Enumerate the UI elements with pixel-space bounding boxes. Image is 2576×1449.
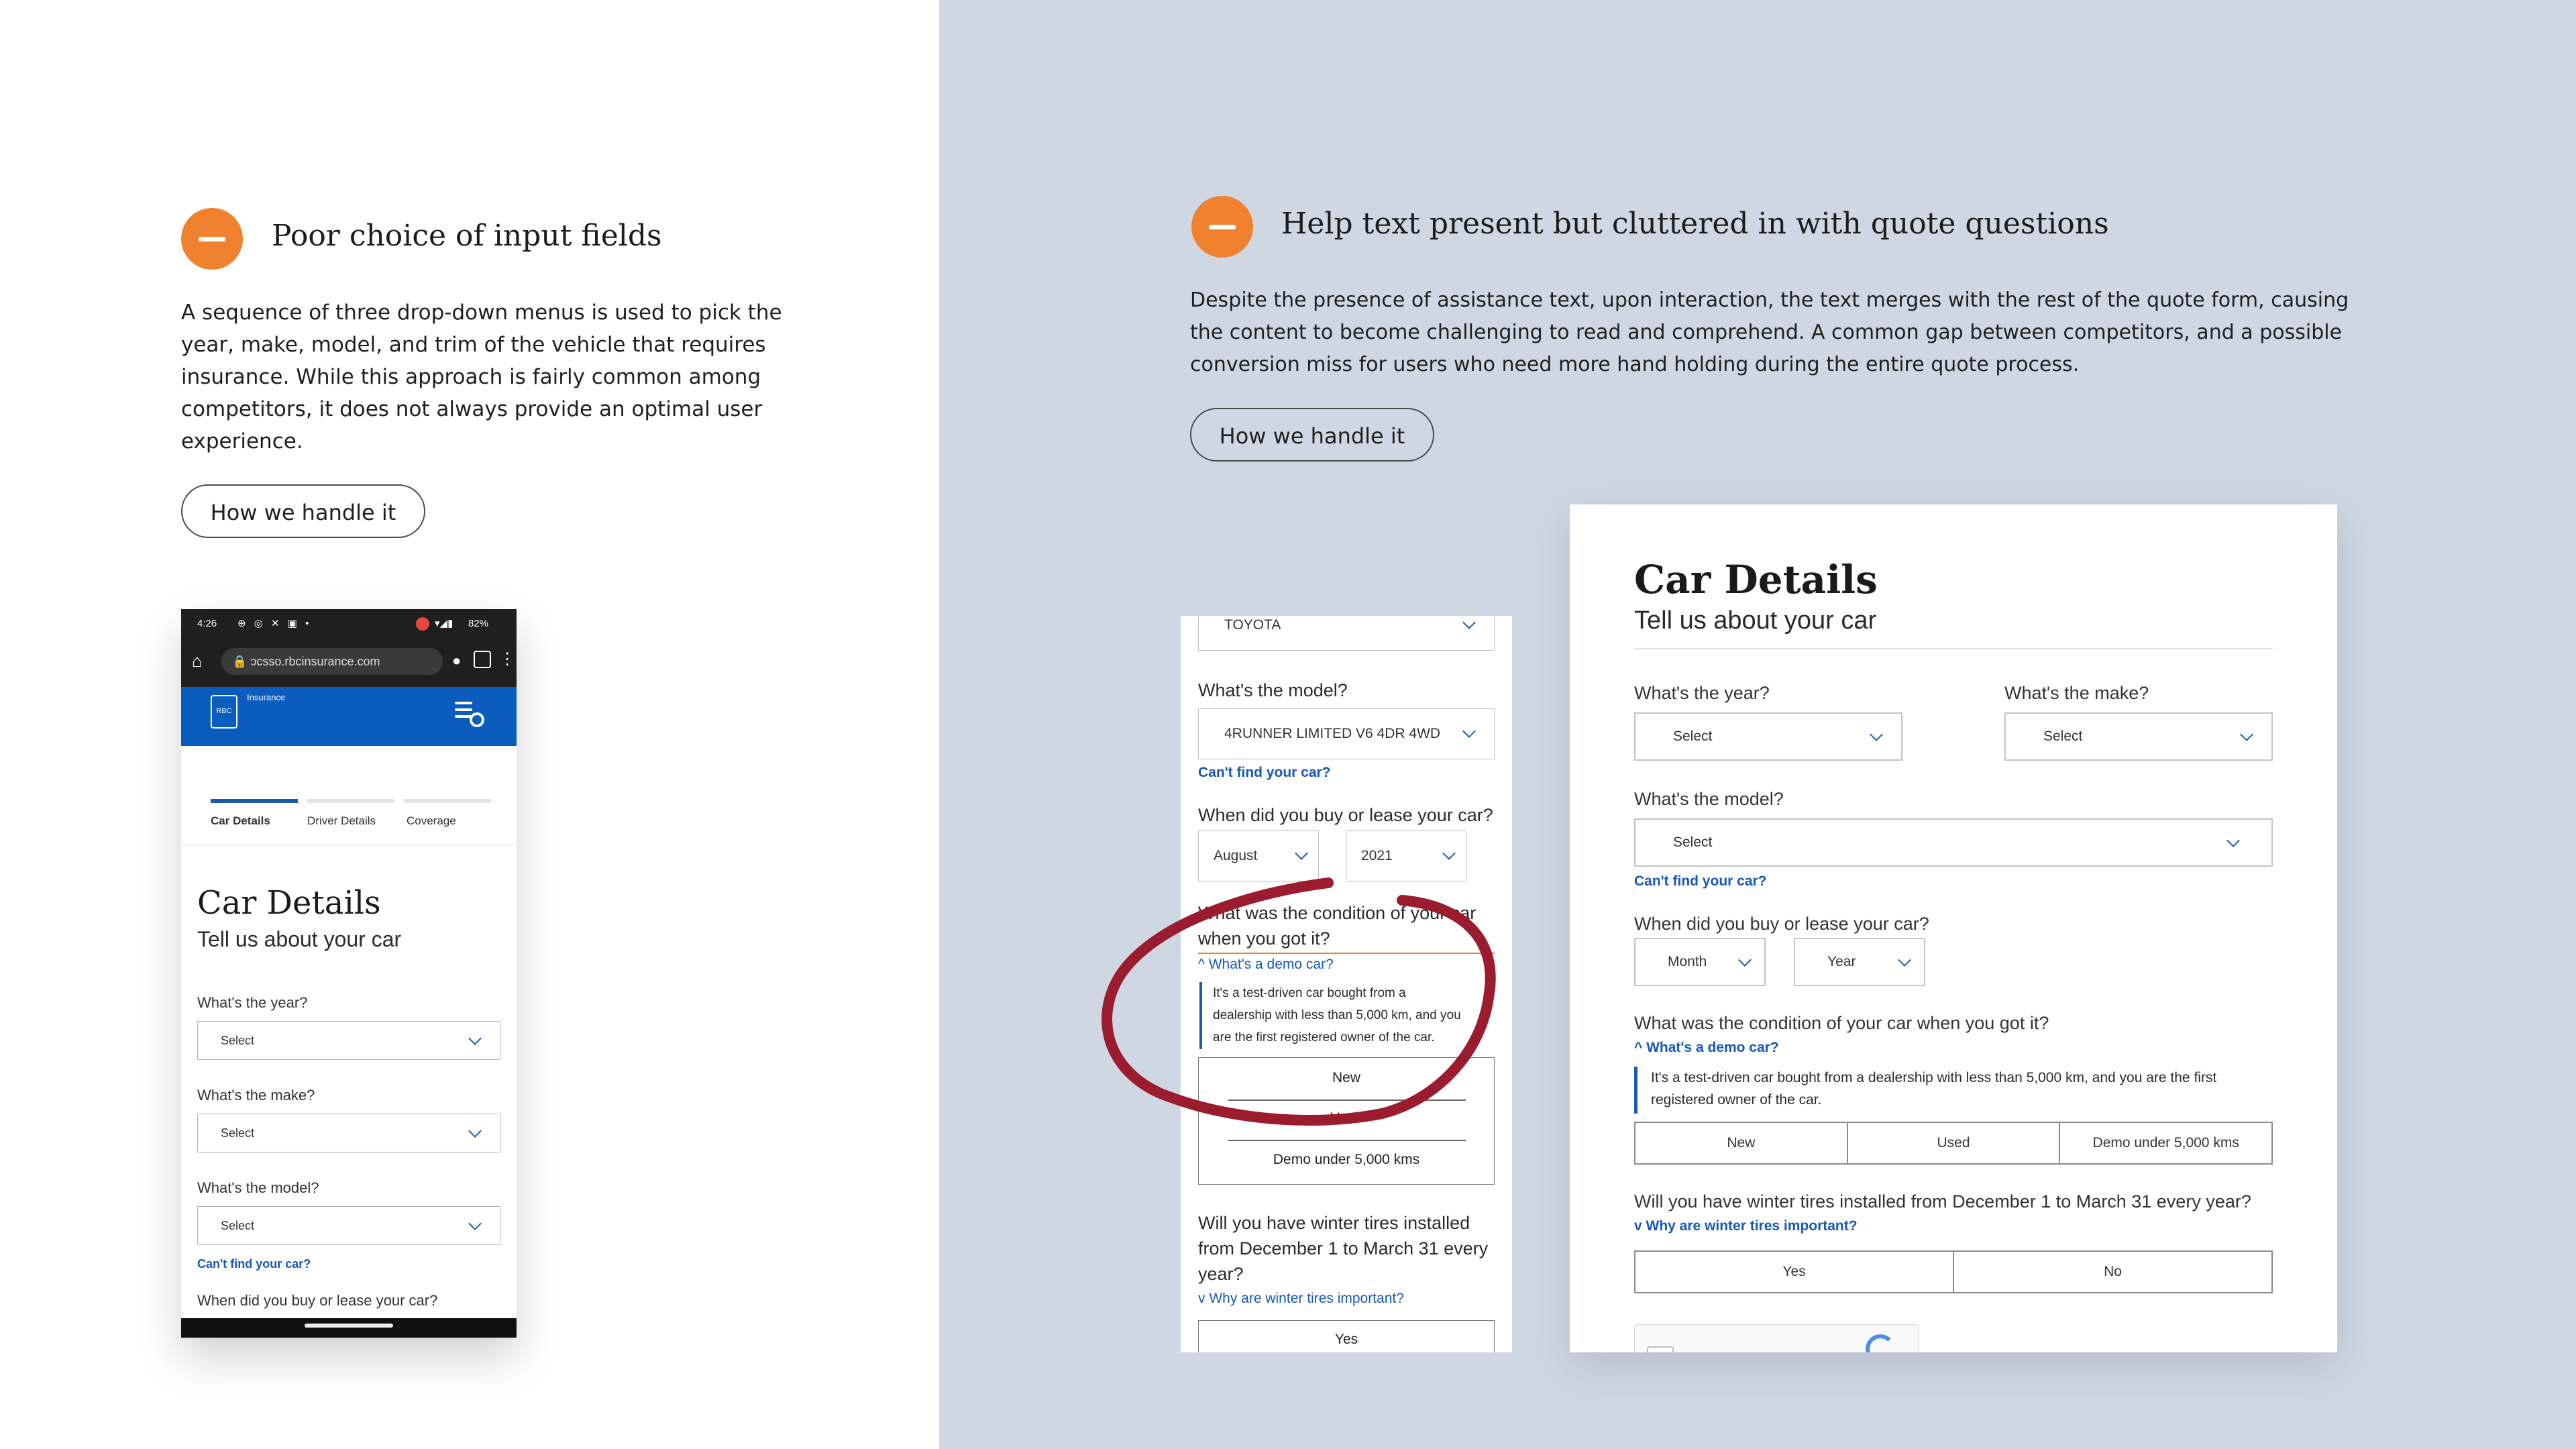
chevron-down-icon: [468, 1217, 482, 1230]
winter-label: from December 1 to March 31 every: [1198, 1238, 1489, 1258]
winter-options: [1634, 1250, 2273, 1293]
recaptcha-widget[interactable]: [1634, 1324, 1919, 1352]
logo-text: Insurance: [247, 692, 286, 702]
status-icons: ⊕ ◎ ✕ ▣ •: [237, 618, 312, 629]
divider: [181, 844, 517, 845]
cant-find-car-link[interactable]: Can't find your car?: [1198, 765, 1331, 780]
option-yes[interactable]: Yes: [1334, 1332, 1358, 1347]
more-icon[interactable]: ⋮: [499, 650, 515, 668]
rbc-logo: RBC: [211, 695, 237, 729]
month-select[interactable]: Month: [1634, 938, 1766, 986]
buy-label: When did you buy or lease your car?: [1634, 914, 1929, 934]
cant-find-car-link[interactable]: Can't find your car?: [1634, 873, 1767, 889]
chevron-down-icon: [468, 1124, 482, 1138]
home-icon[interactable]: ⌂: [192, 651, 203, 671]
make-label: What's the make?: [2004, 683, 2149, 703]
winter-label: year?: [1198, 1264, 1244, 1284]
chevron-down-icon: [1870, 728, 1883, 741]
wifi-battery-icon: ▾◢▮: [435, 618, 453, 629]
left-heading: Poor choice of input fields: [272, 219, 662, 253]
annotation-circle: [1087, 872, 1503, 1140]
progress-step: [404, 799, 491, 803]
option-used[interactable]: Used: [1847, 1123, 2059, 1163]
model-label: What's the model?: [197, 1179, 319, 1196]
phone-screenshot: [181, 609, 517, 1338]
year-select-purchase[interactable]: Year: [1794, 938, 1925, 986]
chevron-down-icon: [1462, 616, 1476, 629]
chevron-down-icon: [1738, 953, 1752, 967]
tabs-icon[interactable]: [474, 651, 491, 668]
year-select[interactable]: 2021: [1346, 830, 1466, 881]
model-select[interactable]: Select: [1634, 818, 2273, 867]
help-text: It's a test-driven car bought from a dealership with less than 5,000 km, and you are the first registered owner of the car.: [1634, 1067, 2273, 1114]
year-label: What's the year?: [1634, 683, 1770, 703]
condition-options: [1634, 1122, 2273, 1165]
right-paragraph: [1190, 284, 2371, 381]
chevron-down-icon: [2226, 834, 2240, 847]
year-select[interactable]: Select: [1634, 712, 1902, 761]
option-used[interactable]: Used: [1330, 1110, 1363, 1126]
winter-label: Will you have winter tires installed: [1198, 1213, 1470, 1233]
right-heading: Help text present but cluttered in with quote questions: [1281, 207, 2109, 241]
mic-icon[interactable]: ●: [452, 652, 462, 669]
right-line: the content to become challenging to read and comprehend. A common gap between competitors, and a possible: [1190, 321, 2343, 344]
right-line: Despite the presence of assistance text, upon interaction, the text merges with the rest of the quote form, causing: [1190, 288, 2349, 312]
menu-icon[interactable]: [455, 698, 488, 731]
left-line: year, make, model, and trim of the vehicle that requires: [181, 333, 766, 357]
buy-label: When did you buy or lease your car?: [197, 1292, 438, 1309]
phone-status-bar: [181, 609, 517, 639]
chevron-down-icon: [1442, 847, 1456, 860]
right-line: conversion miss for users who need more hand holding during the entire quote process.: [1190, 353, 2080, 376]
tab-car-details[interactable]: Car Details: [211, 814, 270, 827]
page-title: Car Details: [197, 884, 381, 922]
chevron-down-icon: [1898, 953, 1911, 967]
desktop-form: [1570, 504, 2337, 1352]
option-new[interactable]: New: [1332, 1070, 1360, 1085]
how-we-handle-it-button[interactable]: How we handle it: [181, 484, 425, 538]
url-text: ɔcsso.rbcinsurance.com: [250, 655, 380, 668]
buy-label: When did you buy or lease your car?: [1198, 805, 1493, 825]
divider: [1634, 648, 2273, 649]
left-line: A sequence of three drop-down menus is used to pick the: [181, 301, 782, 325]
make-select[interactable]: Select: [197, 1114, 500, 1152]
tab-coverage[interactable]: Coverage: [407, 814, 456, 827]
make-select[interactable]: TOYOTA: [1198, 616, 1495, 651]
demo-car-link[interactable]: ^ What's a demo car?: [1198, 957, 1334, 972]
model-select[interactable]: 4RUNNER LIMITED V6 4DR 4WD: [1198, 708, 1495, 759]
chevron-down-icon: [2240, 728, 2253, 741]
gesture-bar: [181, 1318, 517, 1338]
cant-find-car-link[interactable]: Can't find your car?: [197, 1257, 311, 1271]
recaptcha-icon: [1866, 1334, 1895, 1352]
winter-tires-link[interactable]: v Why are winter tires important?: [1634, 1218, 1858, 1234]
model-label: What's the model?: [1634, 789, 1784, 809]
chevron-down-icon: [1295, 847, 1308, 860]
year-label: What's the year?: [197, 994, 308, 1011]
chevron-down-icon: [468, 1032, 482, 1045]
record-icon: [416, 617, 429, 631]
tab-driver-details[interactable]: Driver Details: [307, 814, 376, 827]
model-select[interactable]: Select: [197, 1206, 500, 1245]
winter-options: [1198, 1320, 1495, 1352]
how-we-handle-it-button[interactable]: How we handle it: [1190, 408, 1434, 462]
battery-level: 82%: [468, 618, 489, 629]
captcha-checkbox[interactable]: [1647, 1346, 1674, 1352]
month-select[interactable]: August: [1198, 830, 1319, 881]
help-text: It's a test-driven car bought from a dealership with less than 5,000 km, and you are the first registered owner of the car.: [1199, 982, 1495, 1049]
browser-url-bar: [181, 639, 517, 687]
left-line: experience.: [181, 429, 303, 453]
left-line: insurance. While this approach is fairly common among: [181, 365, 761, 389]
year-select[interactable]: Select: [197, 1021, 500, 1060]
condition-label: when you got it?: [1198, 928, 1330, 949]
demo-car-link[interactable]: ^ What's a demo car?: [1634, 1040, 1779, 1055]
option-demo[interactable]: Demo under 5,000 kms: [2059, 1123, 2271, 1163]
page-subtitle: Tell us about your car: [197, 927, 402, 951]
option-yes[interactable]: Yes: [1782, 1264, 1806, 1279]
option-new[interactable]: New: [1727, 1135, 1756, 1150]
page-title: Car Details: [1634, 557, 1878, 602]
url-field[interactable]: 🔒 ɔcsso.rbcinsurance.com: [221, 648, 443, 675]
left-line: competitors, it does not always provide an optimal user: [181, 397, 763, 421]
winter-label: Will you have winter tires installed from December 1 to March 31 every year?: [1634, 1191, 2251, 1212]
chevron-down-icon: [1462, 724, 1476, 738]
make-label: What's the make?: [197, 1087, 315, 1104]
condition-label: What was the condition of your car: [1198, 903, 1477, 923]
rbc-header: [181, 687, 517, 746]
winter-tires-link[interactable]: v Why are winter tires important?: [1198, 1291, 1404, 1306]
option-no[interactable]: No: [1953, 1252, 2271, 1292]
progress-step-active: [211, 799, 298, 803]
left-paragraph: [181, 297, 785, 458]
progress-step: [307, 799, 394, 803]
option-demo[interactable]: Demo under 5,000 kms: [1273, 1152, 1420, 1167]
minus-circle-icon: [1191, 196, 1253, 258]
model-label: What's the model?: [1198, 680, 1348, 700]
page-subtitle: Tell us about your car: [1634, 606, 1877, 635]
condition-label: What was the condition of your car when you got it?: [1634, 1013, 2049, 1033]
minus-circle-icon: [181, 208, 243, 270]
make-select[interactable]: Select: [2004, 712, 2273, 761]
status-time: 4:26: [197, 618, 217, 629]
